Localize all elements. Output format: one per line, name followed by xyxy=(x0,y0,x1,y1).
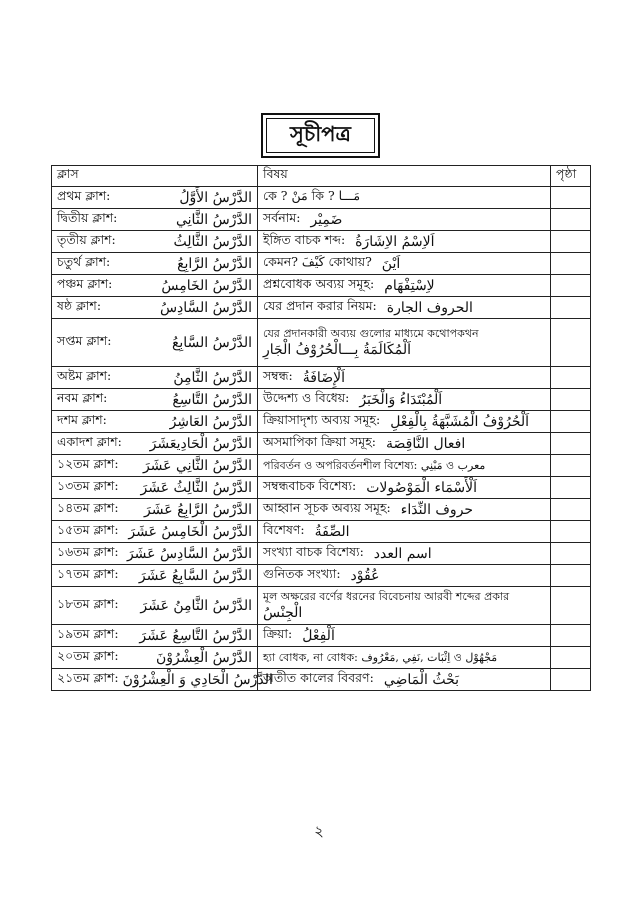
subject-cell-content xyxy=(263,670,545,690)
class-arabic: الدَّرْسُ الرَّابِعُ عَشَرَ xyxy=(144,501,252,518)
class-cell xyxy=(52,389,258,411)
subject-cell xyxy=(258,411,551,433)
subject-arabic: افعال النَّاقِصَة xyxy=(386,435,466,452)
table-row xyxy=(52,389,591,411)
class-cell xyxy=(52,565,258,587)
toc-body xyxy=(52,187,591,691)
subject-arabic: عُقُوْد xyxy=(350,567,380,584)
subject-cell xyxy=(258,253,551,275)
subject-cell xyxy=(258,647,551,669)
subject-cell xyxy=(258,275,551,297)
table-row xyxy=(52,297,591,319)
subject-text: মূল অক্ষরের বর্ণের ধরনের বিবেচনায় আরবী শব্দের প্রকার xyxy=(263,590,510,603)
subject-text: সংখ্যা বাচক বিশেষ্য: xyxy=(263,543,364,559)
subject-cell-content xyxy=(263,326,545,359)
class-cell xyxy=(52,499,258,521)
subject-arabic: اَلْإِضَافَةُ xyxy=(302,369,345,386)
class-arabic: الدَّرْسُ الْعِشْرُوْنَ xyxy=(156,649,252,666)
subject-arabic: اَلْحُرُوْفُ الْمُشَبَّهَةُ بِالْفِعْلِ xyxy=(390,413,530,430)
subject-cell-content xyxy=(263,412,545,432)
subject-text: আহ্বান সূচক অব্যয় সমূহ: xyxy=(263,499,391,515)
class-cell-content xyxy=(57,298,252,318)
subject-arabic: لاِسْتِفْهَام xyxy=(384,277,435,294)
class-cell-content xyxy=(57,210,252,230)
class-label: ২০তম ক্লাশ: xyxy=(57,647,119,663)
class-cell xyxy=(52,209,258,231)
class-cell-content xyxy=(57,232,252,252)
class-cell-content xyxy=(57,478,252,498)
class-label: ১৯তম ক্লাশ: xyxy=(57,625,119,641)
class-label: ষষ্ঠ ক্লাশ: xyxy=(57,297,102,313)
page-cell xyxy=(551,625,591,647)
subject-text: যের প্রদান করার নিয়ম: xyxy=(263,297,377,313)
toc-table xyxy=(51,165,591,691)
subject-cell xyxy=(258,319,551,367)
page-cell xyxy=(551,411,591,433)
class-cell-content xyxy=(57,412,252,432)
subject-text: কে ? مَنْ কি ? مَـــا xyxy=(263,187,361,203)
class-cell-content xyxy=(57,522,252,542)
class-cell xyxy=(52,231,258,253)
class-cell-content xyxy=(57,648,252,668)
subject-text: ইঙ্গিত বাচক শব্দ: xyxy=(263,231,346,247)
subject-cell-content xyxy=(263,232,545,252)
class-label: প্রথম ক্লাশ: xyxy=(57,187,111,203)
table-row xyxy=(52,231,591,253)
subject-cell-content xyxy=(263,589,545,622)
class-arabic: الدَّرْسُ الْحَادِي وَ الْعِشْرُوْنَ xyxy=(122,671,273,688)
subject-cell-content xyxy=(263,188,545,208)
table-row xyxy=(52,499,591,521)
class-label: ১৪তম ক্লাশ: xyxy=(57,499,119,515)
subject-text: পরিবর্তন ও অপরিবর্তনশীল বিশেষ্য: مَبْنِي ও معرب xyxy=(263,458,486,472)
class-label: ১৩তম ক্লাশ: xyxy=(57,477,119,493)
subject-arabic: اَلاِسْمُ الاِشَارَةُ xyxy=(355,233,435,250)
table-row xyxy=(52,565,591,587)
class-cell xyxy=(52,433,258,455)
subject-cell xyxy=(258,587,551,625)
page-cell xyxy=(551,253,591,275)
subject-cell xyxy=(258,499,551,521)
class-cell-content xyxy=(57,626,252,646)
class-cell xyxy=(52,455,258,477)
subject-cell-content xyxy=(263,210,545,230)
subject-arabic: الصِّفَةُ xyxy=(314,523,350,540)
header-page: পৃষ্ঠা xyxy=(551,166,591,187)
subject-cell xyxy=(258,455,551,477)
subject-cell-content xyxy=(263,566,545,586)
subject-cell-content xyxy=(263,626,545,646)
class-arabic: الدَّرْسُ الأَوَّلُ xyxy=(179,189,252,206)
class-arabic: الدَّرْسُ السَّابِعُ عَشَرَ xyxy=(138,567,252,584)
subject-text: প্রশ্নবোধক অব্যয় সমূহ: xyxy=(263,275,375,291)
page-cell xyxy=(551,209,591,231)
class-cell xyxy=(52,187,258,209)
class-arabic: الدَّرْسُ العَاشِرُ xyxy=(169,413,252,430)
subject-text: বিশেষণ: xyxy=(263,521,305,537)
subject-text: ক্রিয়াসাদৃশ্য অব্যয় সমূহ: xyxy=(263,411,381,427)
class-arabic: الدَّرْسُ الثَّامِنُ عَشَرَ xyxy=(140,597,252,614)
page-cell xyxy=(551,455,591,477)
subject-cell xyxy=(258,669,551,691)
class-cell-content xyxy=(57,566,252,586)
class-cell xyxy=(52,411,258,433)
table-row xyxy=(52,367,591,389)
subject-text: গুনিতক সংখ্যা: xyxy=(263,565,341,581)
class-arabic: الدَّرْسُ التَّاسِعُ عَشَرَ xyxy=(139,627,252,644)
subject-cell xyxy=(258,209,551,231)
class-arabic: الدَّرْسُ السَّادِسُ عَشَرَ xyxy=(126,545,252,562)
page-cell xyxy=(551,367,591,389)
subject-arabic: اَلْفِعْلُ xyxy=(302,627,335,644)
page-cell xyxy=(551,433,591,455)
subject-arabic: بَحْثُ الْمَاضِي xyxy=(383,671,460,688)
subject-cell xyxy=(258,433,551,455)
page-cell xyxy=(551,319,591,367)
table-row xyxy=(52,587,591,625)
page-cell xyxy=(551,521,591,543)
class-label: দশম ক্লাশ: xyxy=(57,411,107,427)
class-arabic: الدَّرْسُ الخَامِسُ xyxy=(161,277,252,294)
class-cell xyxy=(52,275,258,297)
subject-cell-content xyxy=(263,276,545,296)
class-cell-content xyxy=(57,333,252,353)
subject-cell-content xyxy=(263,254,545,274)
subject-cell-content xyxy=(263,500,545,520)
class-cell xyxy=(52,367,258,389)
class-cell xyxy=(52,669,273,691)
page-cell xyxy=(551,499,591,521)
subject-cell xyxy=(258,297,551,319)
subject-text: ক্রিয়া: xyxy=(263,625,293,641)
subject-text: সম্বন্ধ: xyxy=(263,367,293,383)
class-label: ১৮তম ক্লাশ: xyxy=(57,595,119,611)
table-row xyxy=(52,319,591,367)
class-arabic: الدَّرْسُ السَّادِسُ xyxy=(159,299,252,316)
title-box xyxy=(261,113,380,158)
page-cell xyxy=(551,647,591,669)
class-label: ১৬তম ক্লাশ: xyxy=(57,543,119,559)
page-cell xyxy=(551,587,591,625)
class-label: অষ্টম ক্লাশ: xyxy=(57,367,112,383)
subject-arabic: اَيْنَ xyxy=(381,255,401,272)
class-arabic: الدَّرْسُ الرَّابِعُ xyxy=(177,255,252,272)
subject-cell-content xyxy=(263,522,545,542)
subject-cell-content xyxy=(263,390,545,410)
class-cell xyxy=(52,647,258,669)
table-row xyxy=(52,477,591,499)
class-label: দ্বিতীয় ক্লাশ: xyxy=(57,209,118,225)
class-cell xyxy=(52,319,258,367)
class-arabic: الدَّرْسُ الْحَادِيعَشَرَ xyxy=(149,435,252,452)
subject-cell xyxy=(258,187,551,209)
table-row xyxy=(52,521,591,543)
page-number: ২ xyxy=(314,822,324,840)
page-cell xyxy=(551,389,591,411)
class-arabic: الدَّرْسُ الْخَامِسُ عَشَرَ xyxy=(128,523,252,540)
subject-text: সম্বন্ধবাচক বিশেষ্য: xyxy=(263,477,357,493)
class-cell xyxy=(52,543,258,565)
subject-cell-content xyxy=(263,650,545,666)
page-title: সূচীপত্র xyxy=(266,118,375,153)
class-cell-content xyxy=(57,254,252,274)
subject-text: যের প্রদানকারী অব্যয় গুলোর মাধ্যমে কথোপকথন xyxy=(263,327,479,340)
subject-text: অসমাপিকা ক্রিয়া সমূহ: xyxy=(263,433,377,449)
subject-arabic: الْجِنْسُ xyxy=(263,605,303,621)
page-cell xyxy=(551,231,591,253)
class-label: চতুর্থ ক্লাশ: xyxy=(57,253,111,269)
header-subject: বিষয় xyxy=(258,166,551,187)
subject-cell xyxy=(258,231,551,253)
class-label: পঞ্চম ক্লাশ: xyxy=(57,275,113,291)
header-class: ক্লাস xyxy=(52,166,258,187)
table-row xyxy=(52,275,591,297)
class-cell-content xyxy=(57,544,252,564)
subject-cell-content xyxy=(263,458,545,474)
page-cell xyxy=(551,297,591,319)
subject-arabic: اَلْأَسْمَاء الْمَوْصُولات xyxy=(366,479,478,496)
page-cell xyxy=(551,477,591,499)
subject-text: উদ্দেশ্য ও বিধেয়: xyxy=(263,389,350,405)
class-arabic: الدَّرْسُ السَّابِعُ xyxy=(171,334,252,351)
class-cell-content xyxy=(57,596,252,616)
table-row xyxy=(52,669,591,691)
class-cell-content xyxy=(57,669,273,690)
subject-cell-content xyxy=(263,298,545,318)
subject-cell xyxy=(258,521,551,543)
subject-cell xyxy=(258,565,551,587)
class-cell xyxy=(52,587,258,625)
class-cell xyxy=(52,521,258,543)
table-row xyxy=(52,625,591,647)
table-row xyxy=(52,411,591,433)
subject-cell-content xyxy=(263,478,545,498)
class-label: ১২তম ক্লাশ: xyxy=(57,455,119,471)
class-cell-content xyxy=(57,188,252,208)
subject-cell xyxy=(258,367,551,389)
subject-text: অতীত কালের বিবরণ: xyxy=(263,669,374,685)
subject-cell xyxy=(258,477,551,499)
subject-arabic: اَلْمُكَالَمَةُ بِـــالْحُرُوْفُ الْجَارِ xyxy=(263,342,411,358)
subject-text: সর্বনাম: xyxy=(263,209,301,225)
table-header-row xyxy=(52,166,591,187)
subject-arabic: حروف النِّدَاء xyxy=(400,501,474,518)
class-cell xyxy=(52,253,258,275)
class-label: ১৫তম ক্লাশ: xyxy=(57,521,119,537)
class-cell xyxy=(52,297,258,319)
table-row xyxy=(52,209,591,231)
subject-cell-content xyxy=(263,434,545,454)
table-row xyxy=(52,543,591,565)
subject-arabic: اسم العدد xyxy=(373,545,432,562)
subject-cell xyxy=(258,543,551,565)
class-cell-content xyxy=(57,434,252,454)
table-row xyxy=(52,253,591,275)
class-label: নবম ক্লাশ: xyxy=(57,389,108,405)
class-cell-content xyxy=(57,500,252,520)
subject-arabic: الحروف الجارة xyxy=(386,299,473,316)
class-arabic: الدَّرْسُ الثَّالِثُ xyxy=(173,233,252,250)
table-row xyxy=(52,647,591,669)
subject-text: কেমন? كَيْفَ কোথায়? xyxy=(263,253,372,269)
class-cell-content xyxy=(57,390,252,410)
class-cell xyxy=(52,625,258,647)
class-cell-content xyxy=(57,368,252,388)
page-cell xyxy=(551,187,591,209)
class-arabic: الدَّرْسُ الثَّامِنُ xyxy=(173,369,252,386)
page-cell xyxy=(551,565,591,587)
class-arabic: الدَّرْسُ الثَّانِي عَشَرَ xyxy=(142,457,252,474)
class-arabic: الدَّرْسُ التَّاسِعُ xyxy=(172,391,252,408)
subject-arabic: ضَمِيْر xyxy=(310,211,343,228)
page-cell xyxy=(551,669,591,691)
subject-cell xyxy=(258,625,551,647)
class-label: ১৭তম ক্লাশ: xyxy=(57,565,119,581)
table-row xyxy=(52,187,591,209)
class-cell xyxy=(52,477,258,499)
class-cell-content xyxy=(57,456,252,476)
subject-cell xyxy=(258,389,551,411)
class-label: ২১তম ক্লাশ: xyxy=(57,669,119,685)
class-arabic: الدَّرْسُ الثَّالِثُ عَشَرَ xyxy=(140,479,252,496)
subject-cell-content xyxy=(263,544,545,564)
subject-arabic: اَلْمُبْتَدَاءُ وَالْخَبَرُ xyxy=(359,391,443,408)
table-row xyxy=(52,433,591,455)
class-arabic: الدَّرْسُ الثَّانِي xyxy=(175,211,252,228)
page-cell xyxy=(551,543,591,565)
class-label: তৃতীয় ক্লাশ: xyxy=(57,231,116,247)
class-cell-content xyxy=(57,276,252,296)
class-label: একাদশ ক্লাশ: xyxy=(57,433,122,449)
page-cell xyxy=(551,275,591,297)
class-label: সপ্তম ক্লাশ: xyxy=(57,332,112,348)
subject-cell-content xyxy=(263,368,545,388)
subject-text: হ্যা বোধক, না বোধক: اِثْبَات ,نَفِي ,مَعْرُوف ও مَجْهُوْل xyxy=(263,650,498,664)
table-row xyxy=(52,455,591,477)
